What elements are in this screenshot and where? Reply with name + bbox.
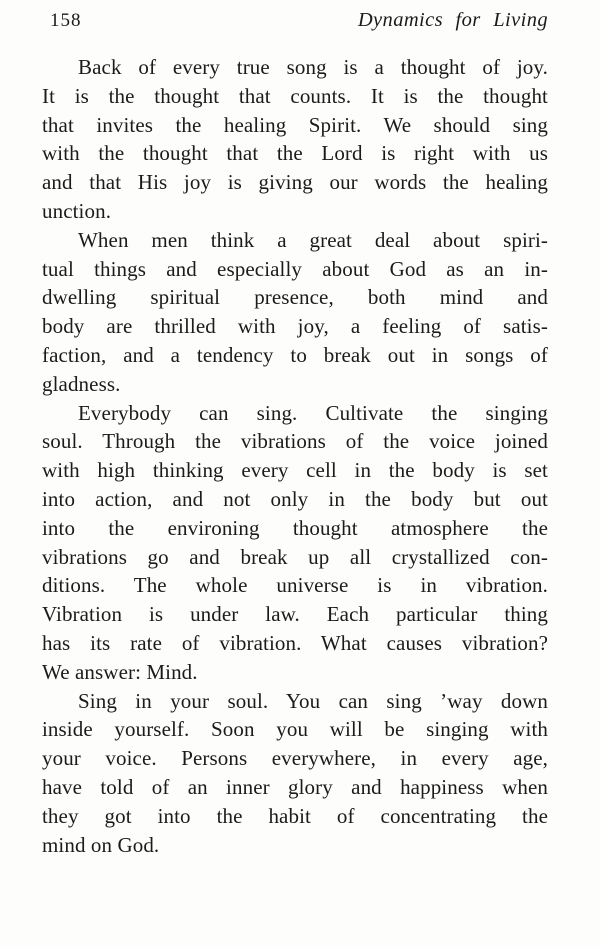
- text-line: your voice. Persons everywhere, in every age,: [42, 746, 548, 771]
- text-line: mind on God.: [42, 832, 160, 857]
- text-line: that invites the healing Spirit. We should sing: [42, 112, 548, 137]
- text-line: into the environing thought atmosphere the: [42, 515, 548, 540]
- page-header: [0, 0, 600, 32]
- text-line: faction, and a tendency to break out in songs of: [42, 342, 548, 367]
- text-line: with high thinking every cell in the body is set: [42, 458, 548, 483]
- text-line: vibrations go and break up all crystallized con-: [42, 544, 548, 569]
- paragraph: [42, 687, 548, 860]
- text-line: unction.: [42, 198, 112, 223]
- page-number: 158: [50, 10, 82, 31]
- text-line: It is the thought that counts. It is the thought: [42, 83, 548, 108]
- paragraph: [42, 53, 548, 226]
- text-line: When men think a great deal about spiri-: [78, 227, 548, 252]
- body-text: [0, 53, 600, 859]
- text-line: has its rate of vibration. What causes vibration?: [42, 630, 548, 655]
- paragraph: [42, 399, 548, 687]
- text-line: soul. Through the vibrations of the voice joined: [42, 429, 548, 454]
- text-line: We answer: Mind.: [42, 659, 198, 684]
- text-line: ditions. The whole universe is in vibration.: [42, 573, 548, 598]
- text-line: Sing in your soul. You can sing ’way down: [78, 688, 548, 713]
- text-line: tual things and especially about God as an in-: [42, 256, 548, 281]
- text-line: Everybody can sing. Cultivate the singing: [78, 400, 548, 425]
- text-line: into action, and not only in the body but out: [42, 486, 548, 511]
- text-line: gladness.: [42, 371, 121, 396]
- text-line: Back of every true song is a thought of joy.: [78, 55, 548, 79]
- paragraph: [42, 226, 548, 399]
- text-line: inside yourself. Soon you will be singing with: [42, 717, 548, 742]
- text-line: and that His joy is giving our words the healing: [42, 170, 548, 195]
- text-line: Vibration is under law. Each particular thing: [42, 602, 548, 627]
- text-line: with the thought that the Lord is right with us: [42, 141, 548, 166]
- text-line: dwelling spiritual presence, both mind and: [42, 285, 548, 310]
- text-line: body are thrilled with joy, a feeling of satis-: [42, 314, 548, 339]
- text-line: have told of an inner glory and happiness when: [42, 774, 548, 799]
- text-line: they got into the habit of concentrating the: [42, 803, 548, 828]
- running-title: Dynamics for Living: [357, 9, 548, 31]
